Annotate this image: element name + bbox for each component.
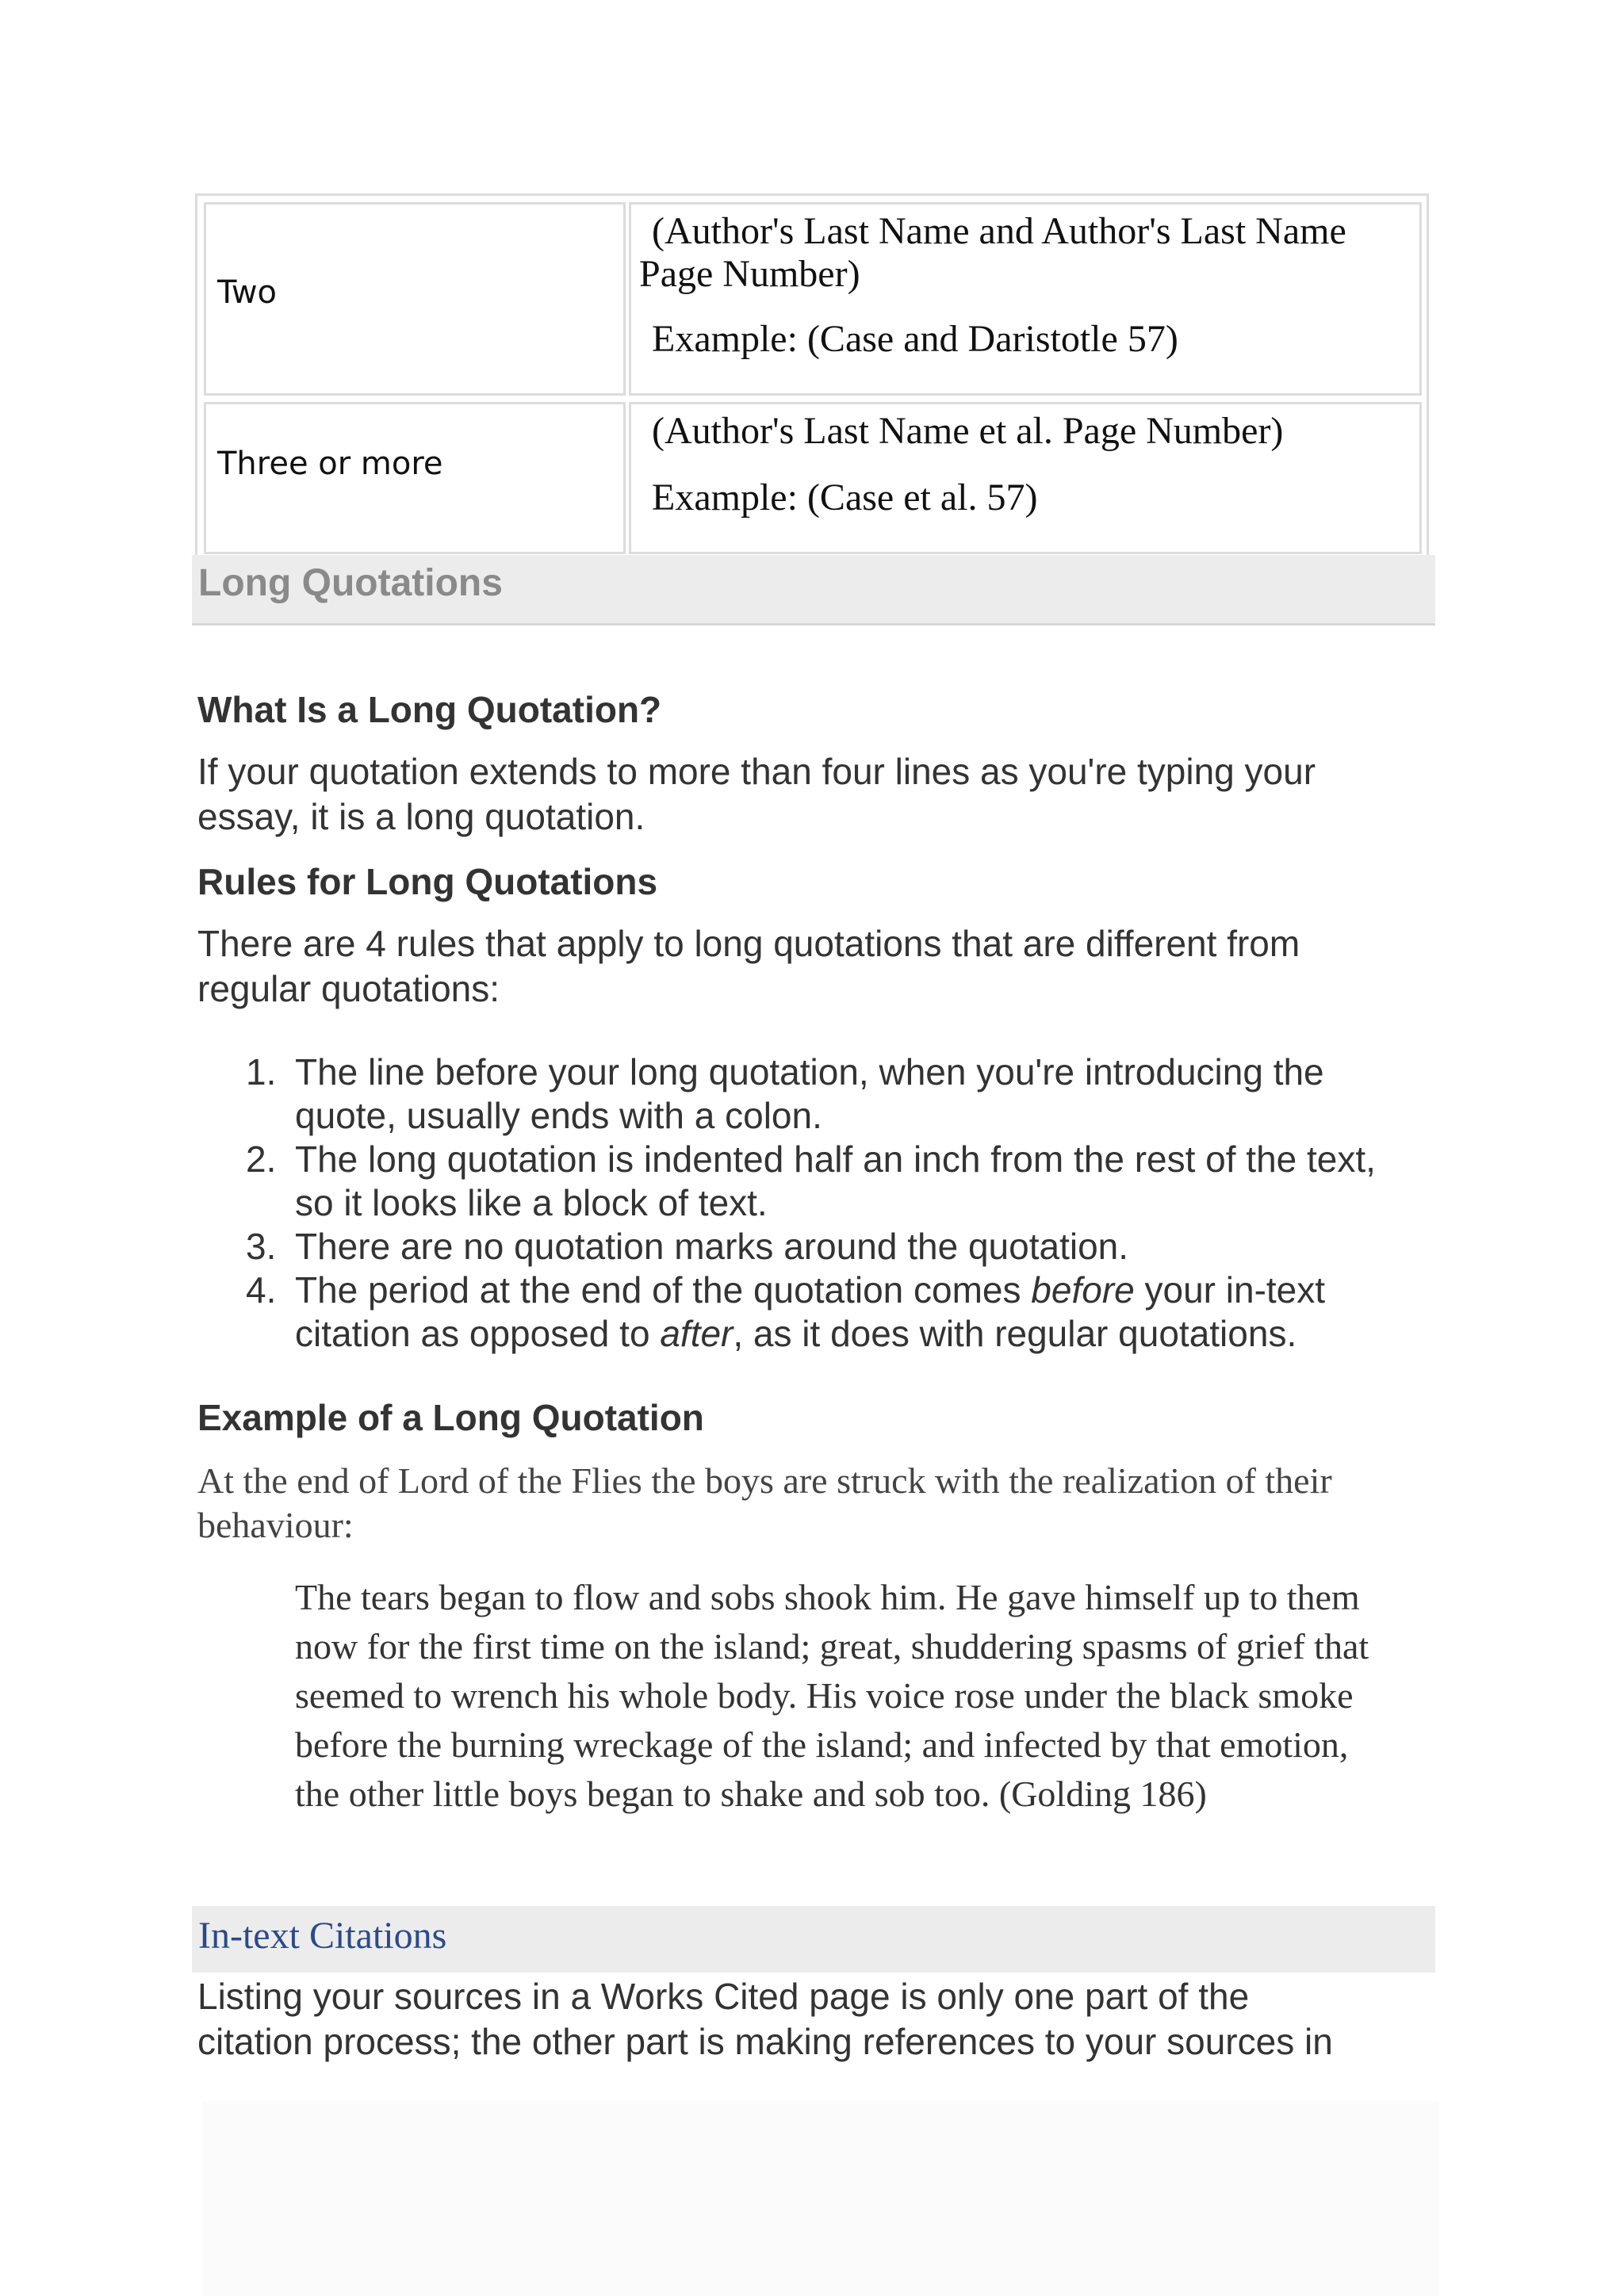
text-line: At the end of Lord of the Flies the boys are struck with the realization of their bbox=[197, 1460, 1332, 1501]
paragraph-example-intro bbox=[197, 1459, 1332, 1548]
block-quotation bbox=[295, 1573, 1369, 1819]
text-line bbox=[295, 1312, 1376, 1356]
section-title: In-text Citations bbox=[198, 1915, 447, 1957]
format-line: Page Number) bbox=[639, 253, 860, 295]
text-line: There are 4 rules that apply to long quotations that are different from bbox=[197, 923, 1300, 964]
text-run: your in-text bbox=[1134, 1269, 1326, 1311]
format-example: Example: (Case and Daristotle 57) bbox=[652, 318, 1178, 360]
quote-line: now for the first time on the island; great, shuddering spasms of grief that bbox=[295, 1626, 1369, 1667]
text-line: citation process; the other part is making references to your sources in bbox=[197, 2021, 1333, 2062]
table-cell-authors bbox=[204, 402, 626, 554]
text-line: quote, usually ends with a colon. bbox=[295, 1095, 822, 1136]
text-line: There are no quotation marks around the quotation. bbox=[295, 1226, 1129, 1267]
paragraph-in-text-citations bbox=[197, 1974, 1333, 2064]
list-number: 3. bbox=[246, 1226, 277, 1267]
list-number: 1. bbox=[246, 1051, 277, 1093]
heading-example-long-quotation: Example of a Long Quotation bbox=[197, 1397, 704, 1438]
text-line: The long quotation is indented half an inch from the rest of the text, bbox=[295, 1138, 1376, 1180]
text-line: essay, it is a long quotation. bbox=[197, 796, 645, 837]
list-number: 4. bbox=[246, 1269, 277, 1311]
paragraph-what-is bbox=[197, 749, 1316, 840]
citation-format-table bbox=[195, 193, 1429, 558]
text-line bbox=[295, 1269, 1376, 1312]
quote-line: before the burning wreckage of the island; and infected by that emotion, bbox=[295, 1724, 1349, 1765]
text-line: so it looks like a block of text. bbox=[295, 1182, 768, 1223]
text-line: Listing your sources in a Works Cited page is only one part of the bbox=[197, 1976, 1250, 2017]
text-line: regular quotations: bbox=[197, 968, 500, 1009]
list-item bbox=[238, 1050, 1376, 1138]
text-line: behaviour: bbox=[197, 1505, 354, 1545]
paragraph-rules-intro bbox=[197, 921, 1300, 1012]
format-line: (Author's Last Name and Author's Last Name bbox=[652, 210, 1346, 252]
text-line: If your quotation extends to more than four lines as you're typing your bbox=[197, 751, 1316, 792]
emphasis-text: after bbox=[660, 1313, 733, 1354]
text-run: , as it does with regular quotations. bbox=[733, 1313, 1297, 1354]
emphasis-text: before bbox=[1031, 1269, 1135, 1311]
text-run: citation as opposed to bbox=[295, 1313, 661, 1354]
format-example: Example: (Case et al. 57) bbox=[652, 476, 1038, 519]
table-cell-format bbox=[629, 202, 1422, 396]
section-header-long-quotations bbox=[192, 555, 1435, 626]
list-item bbox=[238, 1225, 1376, 1269]
section-header-in-text-citations bbox=[192, 1906, 1435, 1973]
authors-count-label: Three or more bbox=[217, 446, 443, 482]
authors-count-label: Two bbox=[217, 274, 277, 311]
quote-line: seemed to wrench his whole body. His voice rose under the black smoke bbox=[295, 1675, 1354, 1716]
page-shadow-region bbox=[202, 2101, 1439, 2296]
list-number: 2. bbox=[246, 1138, 277, 1180]
heading-what-is-long-quotation: What Is a Long Quotation? bbox=[197, 689, 662, 730]
text-run: The period at the end of the quotation comes bbox=[295, 1269, 1032, 1311]
table-cell-authors bbox=[204, 202, 626, 396]
list-item bbox=[238, 1138, 1376, 1225]
rules-list bbox=[238, 1050, 1376, 1356]
quote-line: The tears began to flow and sobs shook him. He gave himself up to them bbox=[295, 1577, 1360, 1617]
quote-line: the other little boys began to shake and sob too. (Golding 186) bbox=[295, 1774, 1207, 1814]
format-line: (Author's Last Name et al. Page Number) bbox=[652, 410, 1284, 452]
text-line: The line before your long quotation, when you're introducing the bbox=[295, 1051, 1324, 1093]
table-cell-format bbox=[629, 402, 1422, 554]
heading-rules: Rules for Long Quotations bbox=[197, 861, 658, 902]
section-title: Long Quotations bbox=[198, 562, 503, 604]
list-item bbox=[238, 1269, 1376, 1356]
